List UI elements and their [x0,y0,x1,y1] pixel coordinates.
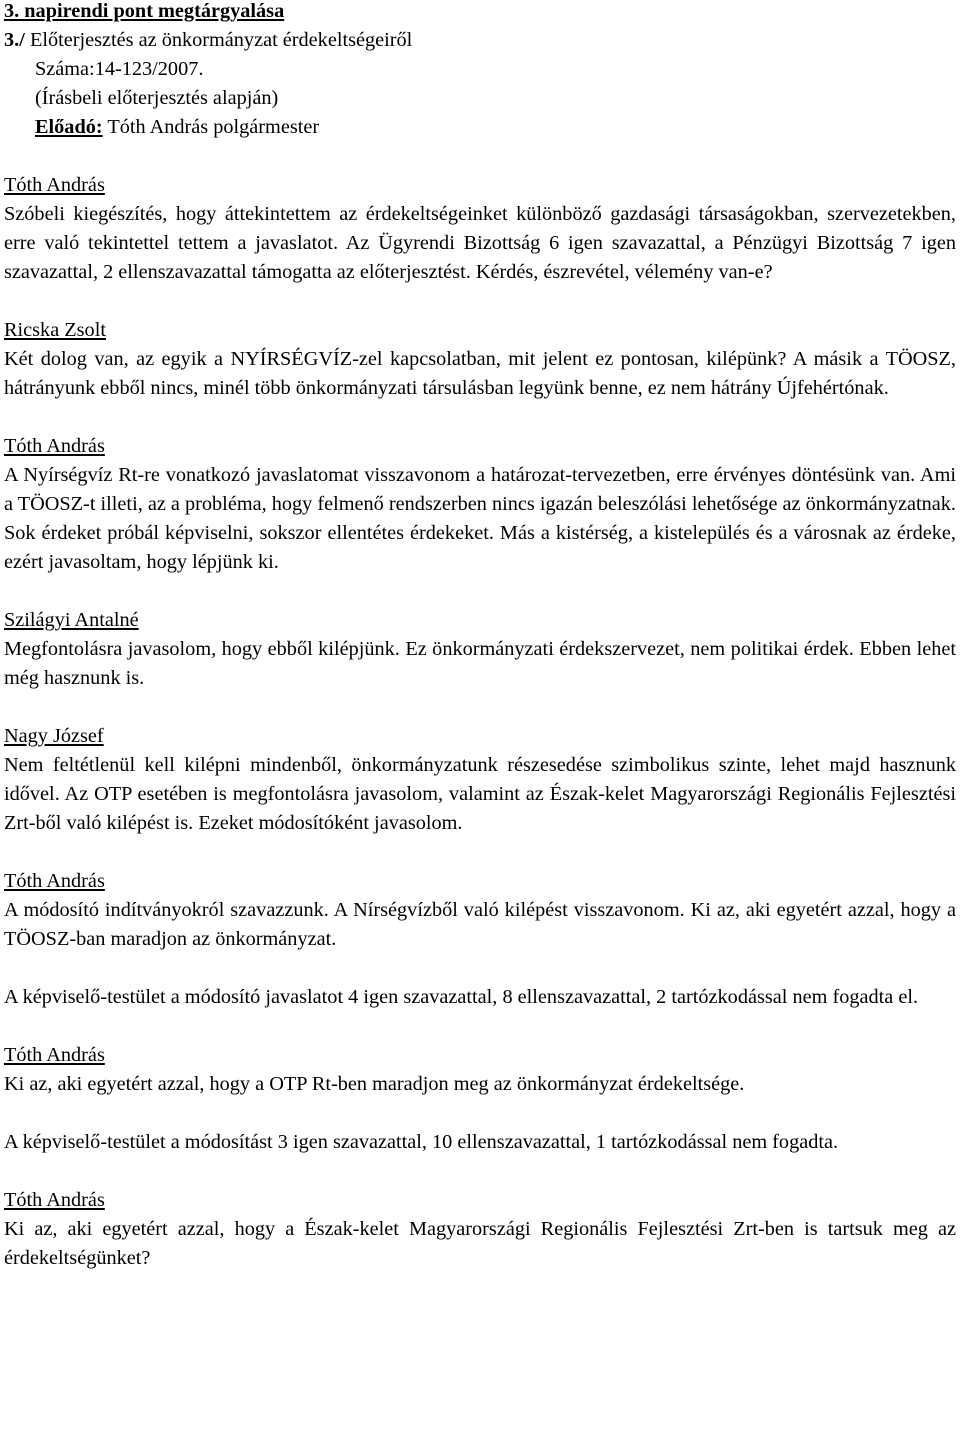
entry-3 [4,432,956,577]
speech-text: Megfontolásra javasolom, hogy ebből kilépjünk. Ez önkormányzati érdekszervezet, nem politikai érdek. Ebben lehet még hasznunk is. [4,638,956,689]
vote-result-1: A képviselő-testület a módosító javaslatot 4 igen szavazattal, 8 ellenszavazattal, 2 tartózkodással nem fogadta el. [4,986,919,1008]
entry-8 [4,1186,956,1273]
entry-1 [4,171,956,287]
speech-text: Két dolog van, az egyik a NYÍRSÉGVÍZ-zel kapcsolatban, mit jelent ez pontosan, kilépünk? A másik a TÖOSZ, hátrányunk ebből nincs, minél több önkormányzati társulásban legyünk benne, ez nem hátrány Újfehértónak. [4,348,956,399]
speaker-name: Tóth András [4,1189,105,1211]
entry-4 [4,606,956,693]
speaker-name: Nagy József [4,725,104,747]
item-title: Előterjesztés az önkormányzat érdekeltségeiről [29,29,413,51]
presenter-label: Előadó: [35,116,103,138]
entry-2 [4,316,956,403]
speaker-name: Tóth András [4,435,105,457]
speech-text: Ki az, aki egyetért azzal, hogy a Észak-kelet Magyarországi Regionális Fejlesztési Zrt-ben is tartsuk meg az érdekeltségünket? [4,1218,956,1269]
entry-6 [4,867,956,954]
vote-result-2: A képviselő-testület a módosítást 3 igen szavazattal, 10 ellenszavazattal, 1 tartózkodással nem fogadta. [4,1131,839,1153]
entry-5 [4,722,956,838]
basis-note: (Írásbeli előterjesztés alapján) [35,87,279,109]
speech-text: Nem feltétlenül kell kilépni mindenből, önkormányzatunk részesedése szimbolikus szinte, lehet majd hasznunk idővel. Az OTP esetében is megfontolásra javasolom, valamint az Észak-kelet Magyarországi Regionális Fejlesztési Zrt-ből való kilépést is. Ezeket módosítóként javasolom. [4,754,956,834]
presenter-line [4,113,956,142]
speech-text: Szóbeli kiegészítés, hogy áttekintettem az érdekeltségeinket különböző gazdasági társaságokban, szervezetekben, erre való tekintettel tettem a javaslatot. Az Ügyrendi Bizottság 6 igen szavazattal, a Pénzügyi Bizottság 7 igen szavazattal, 2 ellenszavazattal támogatta az előterjesztést. Kérdés, észrevétel, vélemény van-e? [4,203,956,283]
speaker-name: Tóth András [4,870,105,892]
speech-text: Ki az, aki egyetért azzal, hogy a OTP Rt-ben maradjon meg az önkormányzat érdekeltsége. [4,1073,745,1095]
ref-number: Száma:14-123/2007. [35,58,204,80]
speaker-name: Szilágyi Antalné [4,609,139,631]
document-page [4,0,956,1273]
agenda-title: 3. napirendi pont megtárgyalása [4,0,285,22]
presenter-name: Tóth András polgármester [102,116,320,138]
speech-text: A módosító indítványokról szavazzunk. A Nírségvízből való kilépést visszavonom. Ki az, aki egyetért azzal, hogy a TÖOSZ-ban maradjon az önkormányzat. [4,899,956,950]
speaker-name: Tóth András [4,1044,105,1066]
speaker-name: Ricska Zsolt [4,319,106,341]
entry-7 [4,1041,956,1099]
item-number: 3./ [4,29,25,51]
speaker-name: Tóth András [4,174,105,196]
speech-text: A Nyírségvíz Rt-re vonatkozó javaslatomat visszavonom a határozat-tervezetben, erre érvényes döntésünk van. Ami a TÖOSZ-t illeti, az a probléma, hogy felmenő rendszerben nincs igazán beleszólási lehetősége az önkormányzatnak. Sok érdeket próbál képviselni, sokszor ellentétes érdekeket. Más a kistérség, a kistelepülés és a városnak az érdeke, ezért javasoltam, hogy lépjünk ki. [4,464,956,573]
item-heading [4,26,956,55]
